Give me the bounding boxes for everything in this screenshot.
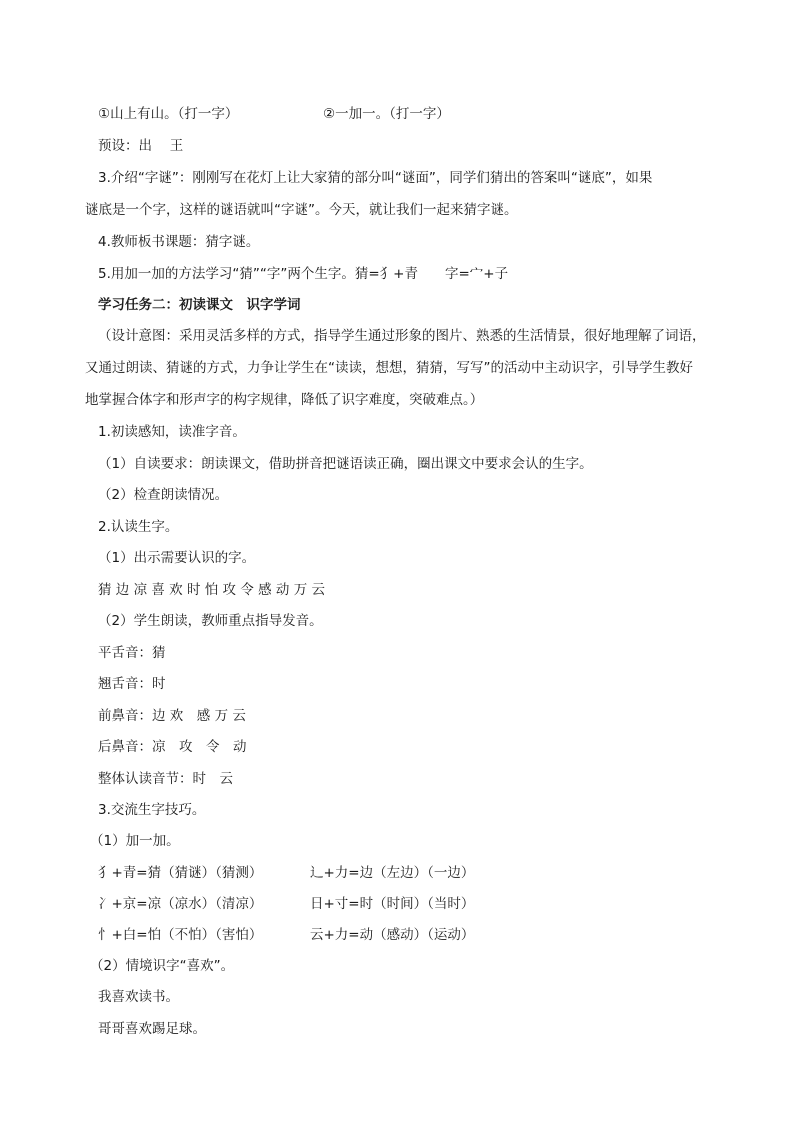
design-intent-line-3: 地掌握合体字和形声字的构字规律，降低了识字难度，突破难点。） — [85, 392, 484, 408]
combination-row-1-right: 辶+力=边（左边）（一边） — [310, 865, 475, 881]
step-1-sub-1: （1）自读要求：朗读课文，借助拼音把谜语读正确，圈出课文中要求会认的生字。 — [98, 456, 593, 472]
combination-row-2-left: 冫+京=凉（凉水）（清凉） — [98, 896, 263, 912]
preset-answer: 预设：出 王 — [98, 138, 184, 154]
example-sentence-1: 我喜欢读书。 — [98, 989, 179, 1005]
intro-paragraph-line-1: 3.介绍“字谜”：刚刚写在花灯上让大家猜的部分叫“谜面”，同学们猜出的答案叫“谜底”，如果 — [98, 170, 653, 186]
step-3-sub-2: （2）情境识字“喜欢”。 — [90, 958, 235, 974]
step-3-title: 3.交流生字技巧。 — [98, 802, 206, 818]
combination-row-1-left: 犭+青=猜（猜谜）（猜测） — [98, 865, 263, 881]
item-4: 4.教师板书课题：猜字谜。 — [98, 234, 260, 250]
step-1-sub-2: （2）检查朗读情况。 — [98, 487, 229, 503]
flat-tongue-sounds: 平舌音：猜 — [98, 645, 166, 661]
front-nasal-sounds: 前鼻音：边 欢 感 万 云 — [98, 708, 246, 724]
combination-row-3-left: 忄+白=怕（不怕）（害怕） — [98, 927, 263, 943]
intro-paragraph-line-2: 谜底是一个字，这样的谜语就叫“字谜”。今天，就让我们一起来猜字谜。 — [85, 202, 518, 218]
design-intent-line-1: （设计意图：采用灵活多样的方式，指导学生通过形象的图片、熟悉的生活情景，很好地理解了词语， — [98, 328, 706, 344]
task-2-heading: 学习任务二：初读课文 识字学词 — [98, 297, 301, 313]
example-sentence-2: 哥哥喜欢踢足球。 — [98, 1021, 206, 1037]
step-1-title: 1.初读感知，读准字音。 — [98, 424, 246, 440]
item-5: 5.用加一加的方法学习“猜”“字”两个生字。猜=犭+青 字=宀+子 — [98, 266, 509, 282]
back-nasal-sounds: 后鼻音：凉 攻 令 动 — [98, 739, 247, 755]
whole-syllables: 整体认读音节：时 云 — [98, 771, 233, 787]
step-2-title: 2.认读生字。 — [98, 519, 179, 535]
step-2-sub-1: （1）出示需要认识的字。 — [98, 550, 256, 566]
step-3-sub-1: （1）加一加。 — [90, 833, 180, 849]
new-characters-list: 猜 边 凉 喜 欢 时 怕 攻 令 感 动 万 云 — [98, 582, 325, 598]
design-intent-line-2: 又通过朗读、猜谜的方式，力争让学生在“读读，想想，猜猜，写写”的活动中主动识字，引导学生教好 — [85, 360, 693, 376]
combination-row-3-right: 云+力=动（感动）（运动） — [310, 927, 475, 943]
retroflex-sounds: 翘舌音：时 — [98, 676, 166, 692]
step-2-sub-2: （2）学生朗读，教师重点指导发音。 — [98, 613, 323, 629]
riddle-2: ②一加一。（打一字） — [323, 106, 450, 122]
riddle-1: ①山上有山。（打一字） — [98, 106, 239, 122]
combination-row-2-right: 日+寸=时（时间）（当时） — [310, 896, 475, 912]
